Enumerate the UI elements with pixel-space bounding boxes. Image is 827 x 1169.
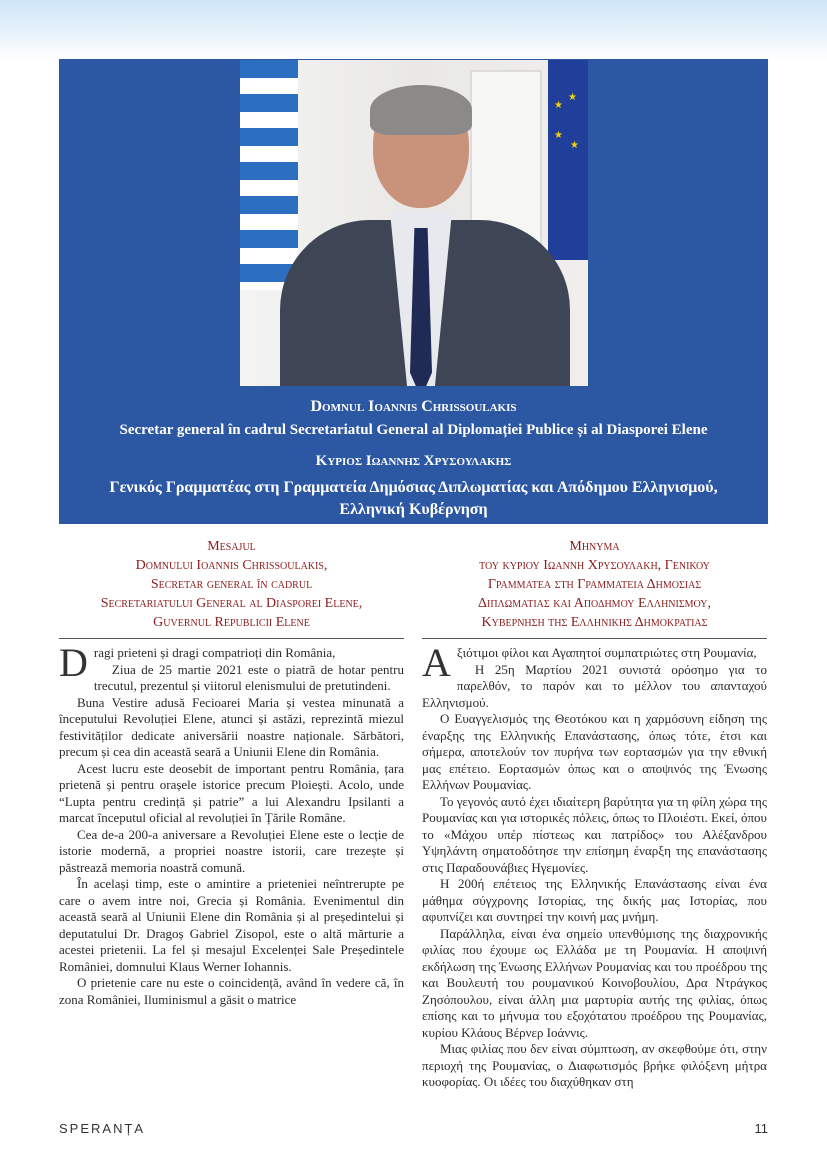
title-greek (59, 477, 768, 521)
heading-line: Guvernul Republicii Elene (153, 615, 310, 630)
message-heading-romanian (59, 537, 404, 639)
top-gradient-band (0, 0, 827, 60)
heading-line: Μηνυμα (569, 539, 620, 554)
paragraph: Ziua de 25 martie 2021 este o piatră de hotar pentru trecutul, prezentul și viitorul elenismului de pretutindeni. (93, 661, 404, 693)
paragraph: Μιας φιλίας που δεν είναι σύμπτωση, αν σκεφθούμε ότι, στην περιοχή της Ρουμανίας, ο Διαφωτισμός βρήκε φιλόξενη μήτρα κυοφορίας. Οι ιδέες του διαχύθηκαν στη (422, 1041, 767, 1089)
paragraph: Ο Ευαγγελισμός της Θεοτόκου και η χαρμόσυνη είδηση της έναρξης της Ελληνικής Επανάστασης, όπως τότε, έτσι και σήμερα, αποτελούν τον πυρήνα των εορτασμών για την εθνική μας επέτειο. Εορτασμών όπως και ο αποψινός της Ένωσης Ελλήνων Ρουμανίας. (422, 711, 767, 792)
greek-text-column (422, 645, 767, 1115)
paragraph: O prietenie care nu este o coincidență, având în vedere că, în zona României, Iluminismul a găsit o matrice (59, 975, 404, 1007)
heading-line: Domnului Ioannis Chrissoulakis, (135, 558, 328, 573)
title-greek-line2: Ελληνική Κυβέρνηση (339, 501, 488, 518)
paragraph: Παράλληλα, είναι ένα σημείο υπενθύμισης της διαχρονικής φιλίας που έχουμε ως Ελλάδα με τη Ρουμανία. Η αποψινή εκδήλωση της Ένωσης Ελλήνων Ρουμανίας και του προέδρου της και Βουλευτή του ρουμανικού Κοινοβουλίου, Δρα Ντράγκος Ζησόπουλου, είναι άλλη μια μαρτυρία αυτής της φιλίας, όπως επίσης και το μήνυμα του εξοχότατου προέδρου της Ρουμανίας, κυρίου Κλάους Βέρνερ Ιοάννις. (422, 925, 767, 1040)
heading-line: Διπλωματιας και Αποδημου Ελληνισμου, (477, 596, 711, 611)
heading-line: Secretariatului General al Diasporei Elene, (100, 596, 363, 611)
paragraph: Η 25η Μαρτίου 2021 συνιστά ορόσημο για το παρελθόν, το παρόν και το μέλλον του απανταχού Ελληνισμού. (422, 661, 767, 710)
heading-line: Γραμματεα στη Γραμματεια Δημοσιας (487, 577, 702, 592)
title-romanian: Secretar general în cadrul Secretariatul General al Diplomației Publice și al Diasporei Elene (119, 422, 708, 438)
portrait-photo (240, 60, 588, 386)
romanian-text-column (59, 645, 404, 1115)
greek-flag (240, 60, 298, 290)
message-heading-greek (422, 537, 767, 639)
paragraph: Η 200ή επέτειος της Ελληνικής Επανάστασης είναι ένα μάθημα σύγχρονης Ιστορίας, της δικής μας Ιστορίας, που αφυπνίζει και συντηρεί την κοινή μας μνήμη. (422, 876, 767, 924)
paragraph: Acest lucru este deosebit de important pentru România, țara prietenă și pentru orașele istorice precum Ploiești. Acolo, unde “Lupta pentru credință și patrie” a lui Alexandru Ipsilanti a marcat începutul oficial al revoluției în Țările Române. (59, 760, 404, 825)
paragraph: Buna Vestire adusă Fecioarei Maria și vestea minunată a începutului Revoluției Elene, atunci și astăzi, reprezintă miezul festivităților dedicate aniversării noastre naționale. Sărbători, precum și cea din această seară a Uniunii Elene din România. (59, 694, 404, 759)
paragraph: Το γεγονός αυτό έχει ιδιαίτερη βαρύτητα για τη φίλη χώρα της Ρουμανίας και για ιστορικές πόλεις, όπως το Πλοιέστι. Εκεί, όπου το «Μάχου υπέρ πίστεως και πατρίδος» του Αλέξανδρου Υψηλάντη σηματοδότησε την επίσημη έναρξη της επανάστασης στις Παραδουνάβιες Ηγεμονίες. (422, 793, 767, 875)
magazine-name: SPERANȚA (59, 1121, 146, 1136)
drop-cap: Α (422, 645, 451, 685)
heading-line: Secretar general în cadrul (150, 577, 313, 592)
eu-flag: ★ ★ ★ ★ (548, 60, 588, 260)
heading-line: Mesajul (207, 539, 256, 554)
paragraph: ξιότιμοι φίλοι και Αγαπητοί συμπατριώτες στη Ρουμανία, (456, 645, 757, 660)
person-hair (370, 85, 472, 135)
name-greek: Κυριος Ιωαννης Χρυσουλακης (315, 453, 512, 469)
drop-cap: D (59, 645, 88, 685)
page-number: 11 (754, 1121, 768, 1136)
paragraph: ragi prieteni și dragi compatrioți din România, (93, 645, 336, 660)
heading-line: του κυριου Ιωαννη Χρυσουλακη, Γενικου (479, 558, 710, 573)
heading-line: Κυβερνηση της Ελληνικης Δημοκρατιας (481, 615, 708, 630)
name-romanian: Domnul Ioannis Chrissoulakis (310, 398, 517, 415)
paragraph: Cea de-a 200-a aniversare a Revoluției Elene este o lecție de istorie modernă, a propriei noastre istorii, care trezește și păstrează memoria noastră comună. (59, 826, 404, 875)
paragraph: În același timp, este o amintire a prieteniei neîntrerupte pe care o avem intre noi, Grecia și România. Evenimentul din această seară al Uniunii Elene din România și al președintelui și deputatului Dr. Dragoș Gabriel Zisopol, este o altă mărturie a acestei prietenii. La fel și mesajul Excelenței Sale Președintele României, domnului Klaus Werner Iohannis. (59, 876, 404, 974)
title-greek-line1: Γενικός Γραμματέας στη Γραμματεία Δημόσιας Διπλωματίας και Απόδημου Ελληνισμού, (109, 479, 718, 496)
